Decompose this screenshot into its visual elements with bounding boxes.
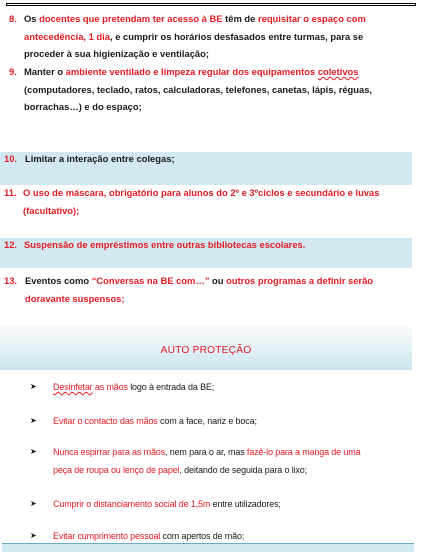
text-segment: borrachas…) e do espaço; xyxy=(24,101,142,112)
text-segment: Evitar cumprimento pessoal xyxy=(53,531,161,541)
text-line xyxy=(24,63,416,81)
text-segment: , deitando de seguida para o lixo; xyxy=(179,465,307,475)
text-segment: Cumprir o distanciamento social de 1,5m xyxy=(53,499,211,509)
text-segment: outros programas a definir serão xyxy=(226,275,374,286)
item-number: 9. xyxy=(9,66,17,77)
bullet-text xyxy=(53,443,360,479)
text-segment: Os xyxy=(24,13,40,24)
item-number: 8. xyxy=(9,13,17,24)
text-line xyxy=(23,202,415,220)
arrow-bullet-icon: ➤ xyxy=(30,447,37,456)
item-text xyxy=(24,10,416,63)
section-heading xyxy=(0,326,412,370)
text-segment: ; xyxy=(171,153,175,164)
bullet-text xyxy=(53,378,214,396)
text-line xyxy=(24,98,416,116)
text-segment: entre utilizadores; xyxy=(210,499,281,509)
text-segment: logo à entrada da BE; xyxy=(127,382,215,392)
text-line xyxy=(23,184,415,202)
bullet-text xyxy=(53,412,257,430)
top-rule xyxy=(6,3,416,6)
bullet-text xyxy=(53,495,281,513)
text-segment: com apertos de mão; xyxy=(160,531,245,541)
text-segment: peça de roupa ou lenço de papel xyxy=(53,465,180,475)
text-line xyxy=(24,45,416,63)
item-number: 10. xyxy=(4,153,18,164)
text-segment: Limitar a interação entre colegas xyxy=(25,153,172,164)
text-segment: ou xyxy=(209,275,227,286)
text-segment: , nem para o ar, mas xyxy=(165,447,247,457)
item-number: 11. xyxy=(4,187,17,198)
text-segment: (facultativo); xyxy=(23,204,80,216)
text-segment: Manter o xyxy=(24,66,66,77)
text-line xyxy=(24,28,416,46)
text-segment: (computadores, teclado, ratos, calculadoras, telefones, canetas, lápis, réguas, xyxy=(24,83,373,95)
arrow-bullet-icon: ➤ xyxy=(30,531,37,540)
section-heading-text: AUTO PROTEÇÃO xyxy=(160,345,252,356)
text-line xyxy=(53,461,360,479)
item-text xyxy=(24,236,416,254)
text-line xyxy=(25,150,415,168)
item-text xyxy=(25,150,415,168)
text-segment: Desinfetar xyxy=(53,382,93,392)
text-segment: ambiente ventilado e limpeza regular dos equipamentos xyxy=(65,66,318,77)
text-segment: doravante suspensos; xyxy=(25,292,125,304)
item-text xyxy=(24,63,416,116)
text-line xyxy=(53,495,281,513)
arrow-bullet-icon: ➤ xyxy=(30,416,37,425)
text-segment: Nunca espirrar para as mãos xyxy=(53,447,166,457)
text-segment: fazê-lo para a manga de uma xyxy=(246,447,361,457)
text-segment: Suspensão de empréstimos entre outras bibliotecas escolares. xyxy=(24,239,306,250)
text-segment: proceder à sua higienização e ventilação; xyxy=(24,48,209,59)
text-line xyxy=(53,443,360,461)
text-segment: O uso de máscara, obrigatório para alunos do 2º e 3ºciclos e secundário e luvas xyxy=(23,187,380,198)
text-line xyxy=(24,81,416,99)
text-segment: têm de xyxy=(222,13,258,24)
text-line xyxy=(24,10,416,28)
text-segment: Eventos como xyxy=(25,275,92,286)
arrow-bullet-icon: ➤ xyxy=(30,382,37,391)
text-segment: requisitar o espaço com xyxy=(257,13,366,24)
item-text xyxy=(25,272,415,307)
item-text xyxy=(23,184,415,219)
text-line xyxy=(24,236,416,254)
text-line xyxy=(25,272,415,290)
text-segment: , e cumprir os horários desfasados entre turmas, para se xyxy=(109,30,364,42)
text-line xyxy=(53,378,214,396)
arrow-bullet-icon: ➤ xyxy=(30,499,37,508)
text-line xyxy=(53,412,257,430)
text-segment: docentes que pretendam ter acesso à BE xyxy=(39,13,223,24)
text-segment: antecedência, 1 dia xyxy=(24,30,110,42)
text-segment: Evitar o contacto das mãos xyxy=(53,416,158,426)
text-segment: com a face, nariz e boca; xyxy=(157,416,257,426)
item-number: 13. xyxy=(4,275,18,286)
text-segment: coletivos xyxy=(317,66,359,77)
text-line xyxy=(25,290,415,308)
text-segment: as mãos xyxy=(92,382,128,392)
text-segment: “Conversas na BE com…” xyxy=(91,275,210,286)
item-number: 12. xyxy=(4,239,18,250)
